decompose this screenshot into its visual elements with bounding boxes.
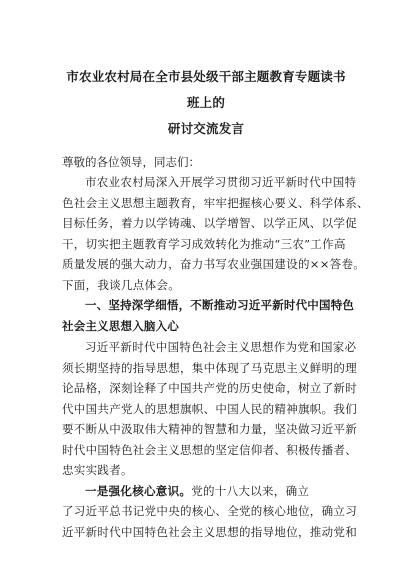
intro-paragraph — [62, 172, 369, 295]
paragraph-line: 色社会主义思想主题教育，牢牢把握核心要义、科学体系、 — [62, 195, 369, 210]
section-heading-1 — [62, 295, 355, 337]
body-paragraph-2 — [62, 337, 357, 481]
paragraph-line: 近平新时代中国特色社会主义思想的指导地位，推动党和 — [62, 524, 357, 539]
greeting: 尊敬的各位领导，同志们： — [62, 155, 200, 169]
document-title — [62, 64, 350, 142]
paragraph-line: 了习近平总书记党中央的核心、全党的核心地位，确立习 — [62, 504, 357, 518]
paragraph-line: 时代中国特色社会主义思想的坚定信仰者、积极传播者、 — [62, 442, 357, 457]
paragraph-line: 习近平新时代中国特色社会主义思想作为党和国家必 — [85, 340, 357, 354]
paragraph-lead: 一是强化核心意识。 — [85, 483, 192, 498]
paragraph-line: 论品格，深刻诠释了中国共产党的历史使命，树立了新时 — [62, 381, 357, 395]
paragraph-line: 须长期坚持的指导思想，集中体现了马克思主义鲜明的理 — [62, 360, 357, 375]
paragraph-line: 代中国共产党人的思想旗帜、中国人民的精神旗帜。我们 — [62, 401, 357, 416]
paragraph-line: 忠实实践者。 — [62, 463, 133, 477]
paragraph-text: 党的十八大以来，确立 — [191, 483, 310, 498]
body-paragraph-3 — [62, 481, 357, 543]
paragraph-line: 质量发展的强大动力，奋力书写农业强国建设的××答卷。 — [62, 257, 366, 271]
heading-line: 社会主义思想入脑入心 — [62, 319, 179, 333]
paragraph-line: 干，切实把主题教育学习成效转化为推动“三农”工作高 — [62, 236, 346, 251]
paragraph-line: 要不断从中汲取伟大精神的智慧和力量，坚决做习近平新 — [62, 422, 357, 436]
title-line-1: 市农业农村局在全市县处级干部主题教育专题读书班上的 — [66, 69, 346, 110]
paragraph-line — [62, 481, 350, 502]
paragraph-line: 市农业农村局深入开展学习贯彻习近平新时代中国特 — [85, 175, 357, 189]
paragraph-line: 下面，我谈几点体会。 — [62, 277, 180, 292]
heading-line: 一、坚持深学细悟，不断推动习近平新时代中国特色 — [85, 298, 355, 312]
paragraph-line: 目标任务，着力以学铸魂、以学增智、以学正风、以学促 — [62, 216, 357, 230]
title-line-2: 研讨交流发言 — [167, 121, 245, 136]
